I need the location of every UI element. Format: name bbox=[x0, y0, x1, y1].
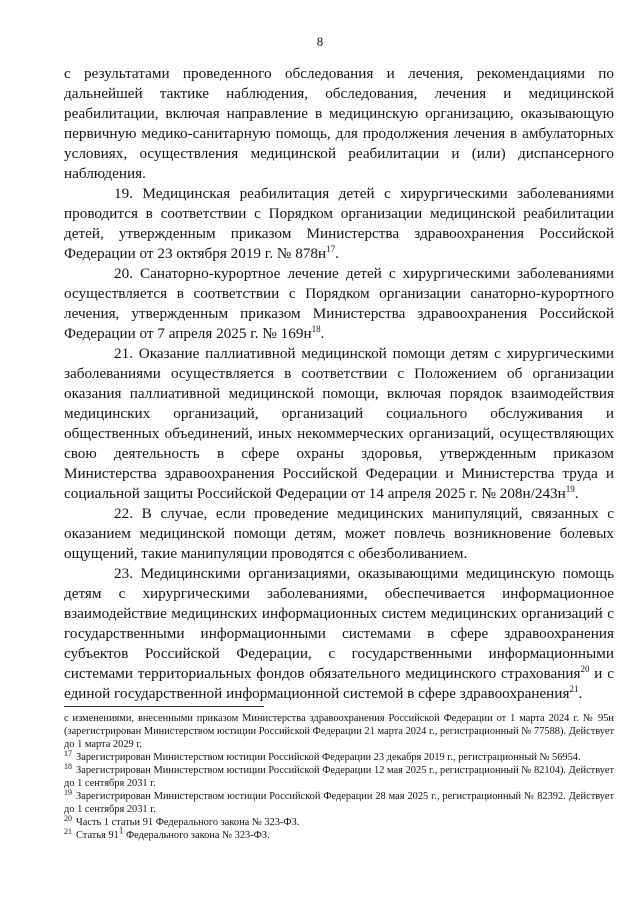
footnote-number: 19 bbox=[64, 787, 72, 797]
footnote-continuation: с изменениями, внесенными приказом Министерства здравоохранения Российской Федерации от 1 марта 2024 г. № 95н (зарегистрирован Министерством юстиции Российской Федерации 21 марта 2024 г., регистрационный № 77588). Действует до 1 марта 2029 г. bbox=[64, 713, 614, 750]
footnote-21: $^{21}$ Статья $91^1$ Федерального закона № 323-ФЗ. bbox=[64, 825, 270, 841]
footnote-number: 21 bbox=[64, 826, 72, 836]
footnote-20: $^{20}$ Часть 1 статьи 91 Федерального закона № 323-ФЗ. bbox=[64, 813, 300, 828]
footnote-17: $^{17}$ Зарегистрирован Министерством юстиции Российской Федерации 23 декабря 2019 г., регистрационный № 56954. bbox=[64, 748, 581, 763]
footnote-ref-20[interactable]: 20 bbox=[580, 663, 590, 674]
footnote-ref-21[interactable]: 21 bbox=[569, 683, 579, 694]
paragraph-19: 19. Медицинская реабилитация детей с хирургическими заболеваниями проводится в соответствии с Порядком организации медицинской реабилитации детей, утвержденным приказом Министерства здравоохранения Российской Федерации от 23 октября 2019 г. № $878н^{17}$. bbox=[64, 185, 614, 262]
footnote-18: $^{18}$ Зарегистрирован Министерством юстиции Российской Федерации 12 мая 2025 г., регистрационный № 82104). Действует до 1 сентября 2031 г. bbox=[64, 761, 614, 789]
footnote-ref-19[interactable]: 19 bbox=[565, 483, 575, 494]
paragraph-22: 22. В случае, если проведение медицинских манипуляций, связанных с оказанием медицинской помощи детям, может повлечь возникновение болевых ощущений, такие манипуляции проводятся с обезболиванием. bbox=[64, 505, 614, 562]
footnote-19: $^{19}$ Зарегистрирован Министерством юстиции Российской Федерации 28 мая 2025 г., регистрационный № 82392. Действует до 1 сентября 2031 г. bbox=[64, 787, 614, 815]
body-text bbox=[64, 64, 614, 704]
page-number: 8 bbox=[316, 34, 324, 49]
paragraph-21: 21. Оказание паллиативной медицинской помощи детям с хирургическими заболеваниями осуществляется в соответствии с Положением об организации оказания паллиативной медицинской помощи, включая порядок взаимодействия медицинских организаций, организаций социального обслуживания и общественных объединений, иных некоммерческих организаций, осуществляющих свою деятельность в сфере охраны здоровья, утвержденным приказом Министерства здравоохранения Российской Федерации и Министерства труда и социальной защиты Российской Федерации от 14 апреля 2025 г. № $208н/243н^{19}$. bbox=[64, 345, 614, 502]
paragraph-23: 23. Медицинскими организациями, оказывающими медицинскую помощь детям с хирургическими заболеваниями, обеспечивается информационное взаимодействие медицинских информационных систем медицинских организаций с государственными информационными системами в сфере здравоохранения субъектов Российской Федерации, с государственными информационными системами территориальных фондов обязательного медицинского страхования$^{20}$ и с единой государственной информационной системой в сфере здравоохранения$^{21}$. bbox=[64, 565, 614, 702]
footnote-ref-17[interactable]: 17 bbox=[326, 243, 336, 254]
footnote-number: 20 bbox=[64, 813, 72, 823]
paragraph-20: 20. Санаторно-курортное лечение детей с хирургическими заболеваниями осуществляется в соответствии с Порядком организации санаторно-курортного лечения, утвержденным приказом Министерства здравоохранения Российской Федерации от 7 апреля 2025 г. № $169н^{18}$. bbox=[64, 265, 614, 342]
paragraph-continuation: с результатами проведенного обследования и лечения, рекомендациями по дальнейшей тактике наблюдения, обследования, лечения и медицинской реабилитации, включая направление в медицинскую организацию, оказывающую первичную медико-санитарную помощь, для продолжения лечения в амбулаторных условиях, осуществления медицинской реабилитации и (или) диспансерного наблюдения. bbox=[64, 65, 614, 182]
footnote-number: 18 bbox=[64, 761, 72, 771]
footnotes bbox=[64, 712, 614, 842]
footnote-ref-18[interactable]: 18 bbox=[311, 323, 321, 334]
footnote-number: 17 bbox=[64, 748, 72, 758]
footnote-separator bbox=[64, 706, 264, 707]
